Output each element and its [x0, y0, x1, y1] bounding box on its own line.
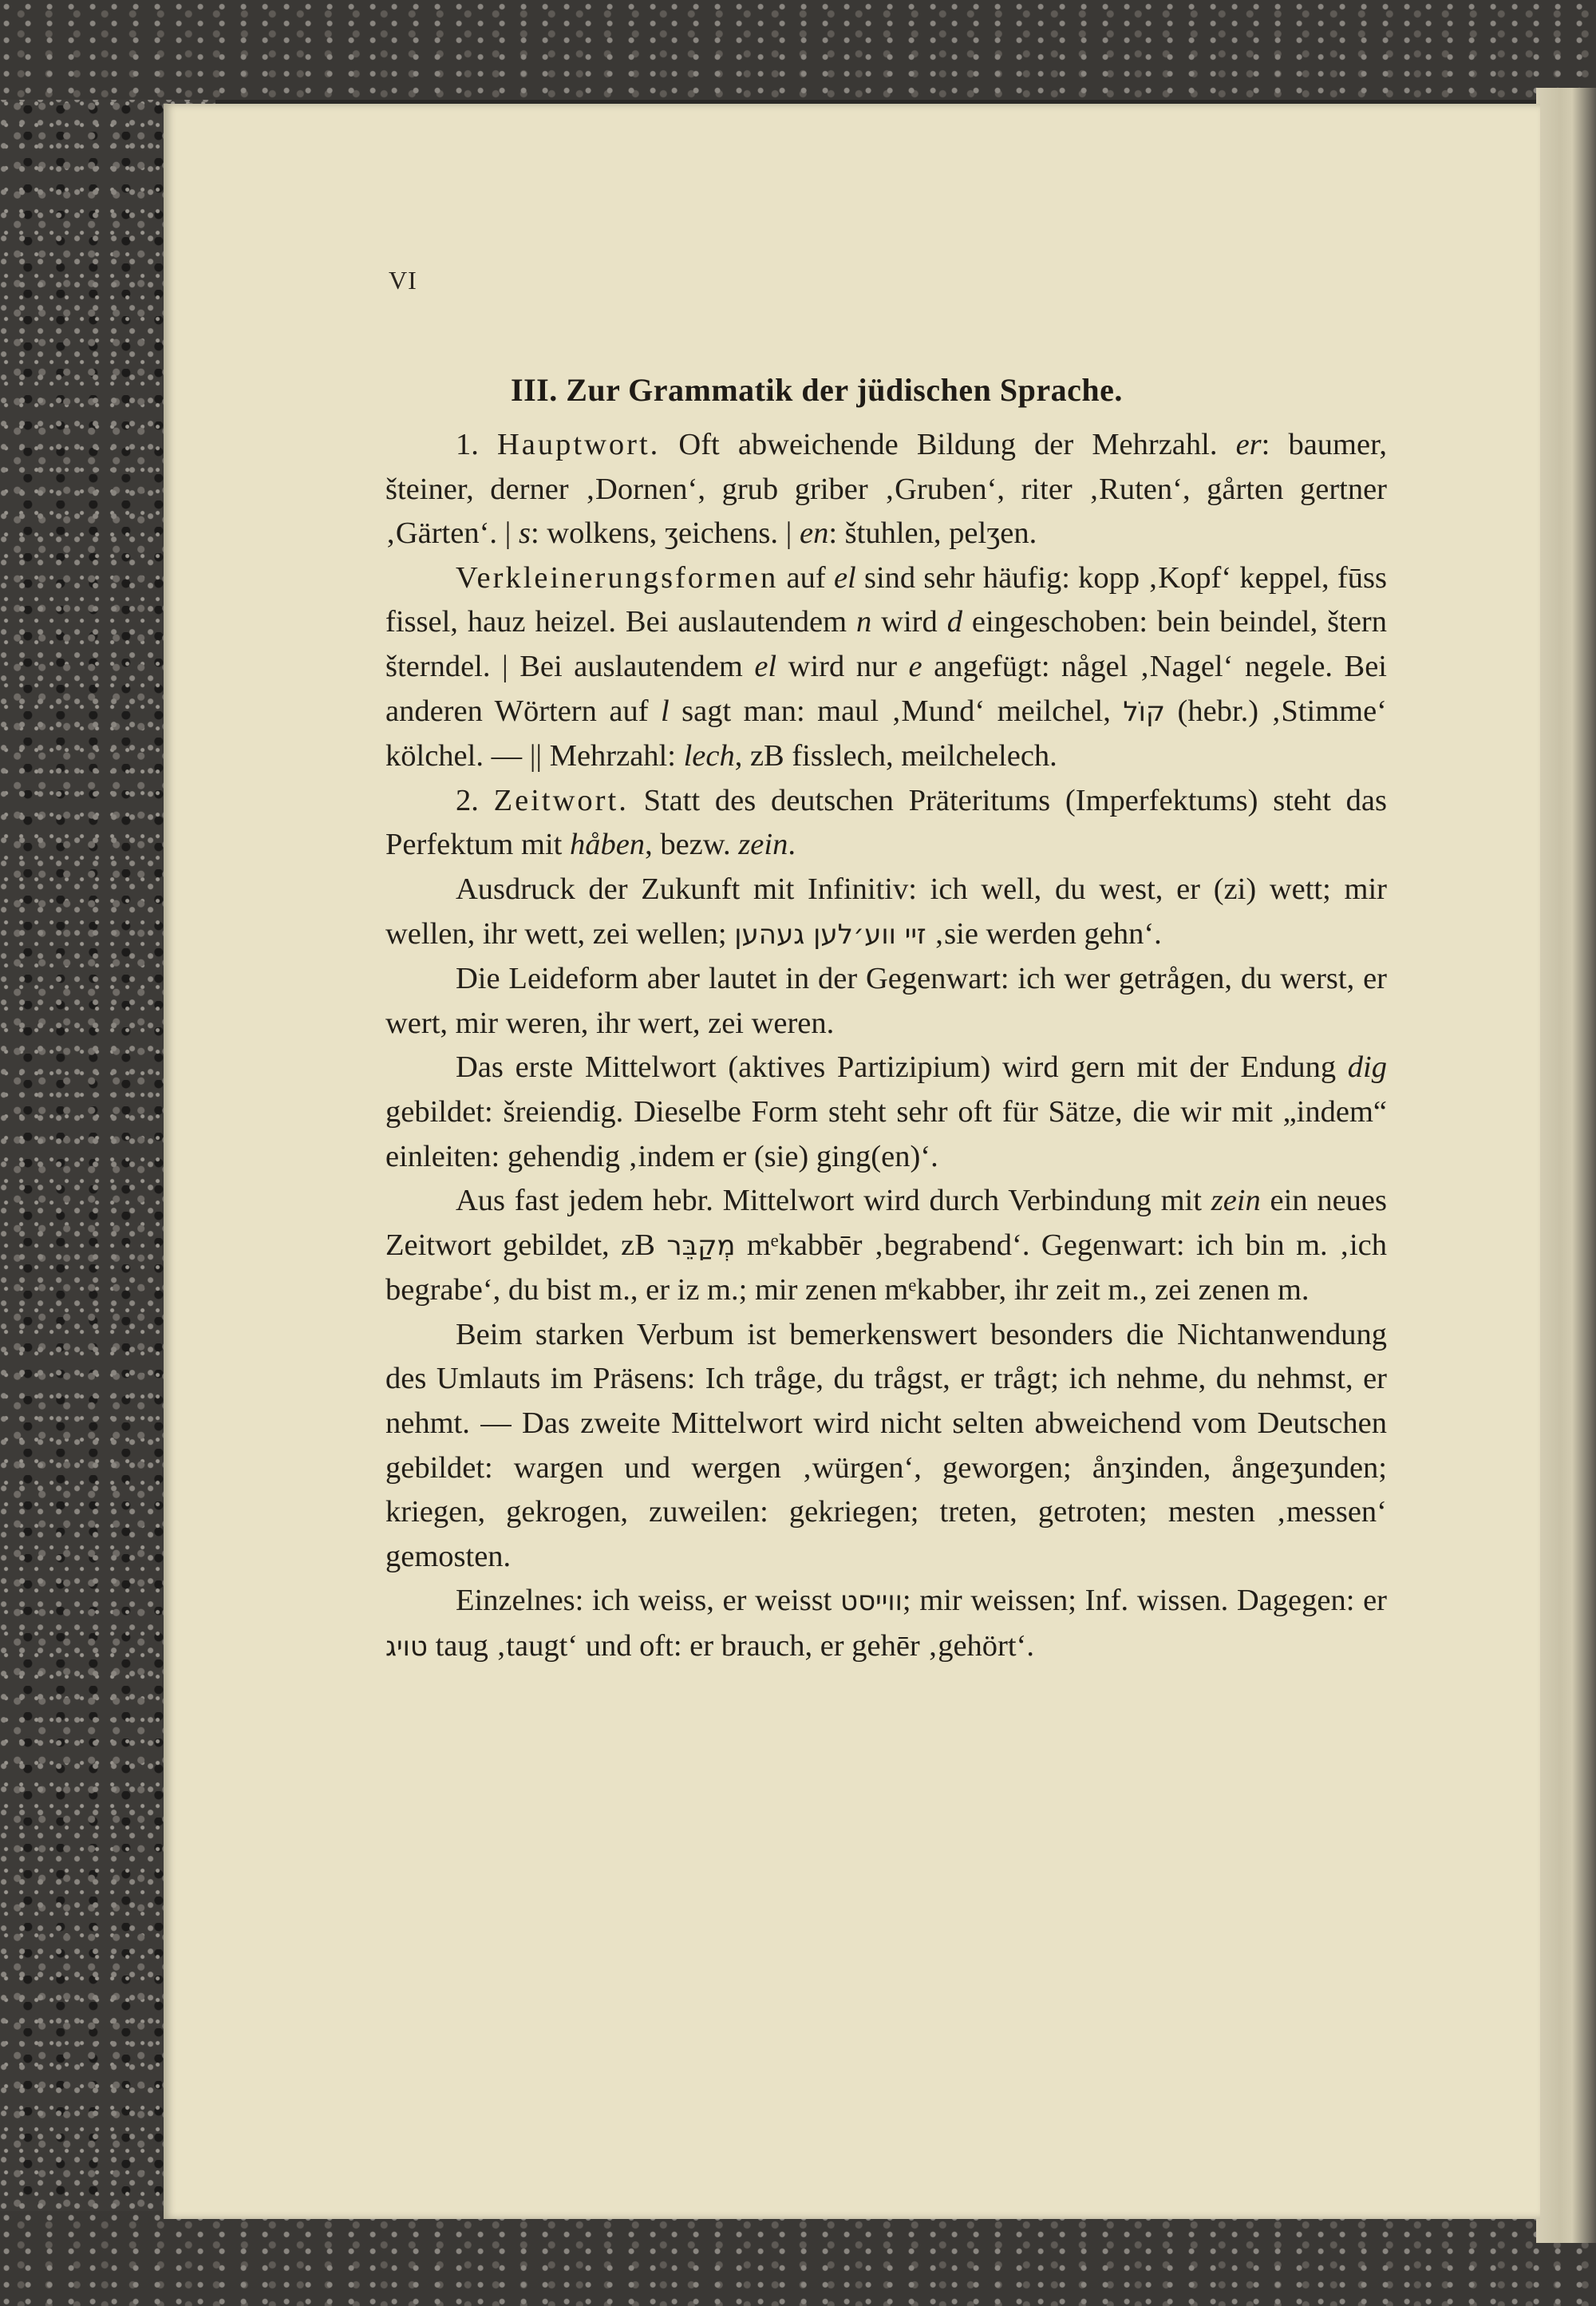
book-cover-bottom — [0, 2211, 1596, 2306]
page-number: VI — [389, 266, 417, 295]
paragraph-einzelnes: Einzelnes: ich weiss, er weisst ווייסט; mir weissen; Inf. wissen. Dagegen: er טויג taug ‚taugt‘ und oft: er brauch, er gehēr ‚gehört‘. — [385, 1584, 1387, 1663]
page-body — [385, 423, 1387, 1670]
paragraph-mittelwort: Das erste Mittelwort (aktives Partizipium) wird gern mit der Endung dig gebildet: šreiendig. Dieselbe Form steht sehr oft für Sätze, die wir mit „indem“ einleiten: gehendig ‚indem er (sie) ging(en)‘. — [385, 1050, 1387, 1173]
paragraph-hauptwort: 1. Hauptwort. Oft abweichende Bildung der Mehrzahl. er: baumer, šteiner, derner ‚Dornen‘, grub griber ‚Gruben‘, riter ‚Ruten‘, gårten gertner ‚Gärten‘. | s: wolkens, ʒeichens. | en: štuhlen, pelʒen. — [385, 428, 1387, 551]
section-title: III. Zur Grammatik der jüdischen Sprache. — [511, 372, 1123, 408]
paragraph-verkleinerung: Verkleinerungsformen auf el sind sehr häufig: kopp ‚Kopf‘ keppel, fūss fissel, hauz heizel. Bei auslautendem n wird d eingeschoben: bein beindel, štern šterndel. | Bei auslautendem el wird nur e angefügt: någel ‚Nagel‘ negele. Bei anderen Wörtern auf l sagt man: maul ‚Mund‘ meilchel, קוֹל (hebr.) ‚Stimme‘ kölchel. — || Mehrzahl: lech, zB fisslech, meilchelech. — [385, 560, 1388, 773]
book-cover-top — [0, 0, 1596, 100]
paragraph-leideform: Die Leideform aber lautet in der Gegenwart: ich wer getrågen, du werst, er wert, mir weren, ihr wert, zei weren. — [385, 962, 1387, 1040]
paragraph-zeitwort: 2. Zeitwort. Statt des deutschen Präteritums (Imperfektums) steht das Perfektum mit håben, bezw. zein. — [385, 783, 1387, 862]
page-edge-right — [1536, 88, 1596, 2243]
paragraph-zukunft: Ausdruck der Zukunft mit Infinitiv: ich well, du west, er (zi) wett; mir wellen, ihr wett, zei wellen; זיי ווע׳לען געהען ‚sie werden gehn‘. — [385, 872, 1387, 951]
paragraph-hebr-mittelwort: Aus fast jedem hebr. Mittelwort wird durch Verbindung mit zein ein neues Zeitwort gebildet, zB מְקַבֵּר mᵉkabbēr ‚begrabend‘. Gegenwart: ich bin m. ‚ich begrabe‘, du bist m., er iz m.; mir zenen mᵉkabber, ihr zeit m., zei zenen m. — [385, 1184, 1387, 1307]
paragraph-starkes-verbum: Beim starken Verbum ist bemerkenswert besonders die Nichtanwendung des Umlauts im Präsens: Ich tråge, du trågst, er trågt; ich nehme, du nehmst, er nehmt. — Das zweite Mittelwort wird nicht selten abweichend vom Deutschen gebildet: wargen und wergen ‚würgen‘, geworgen; ånʒinden, ångeʒunden; kriegen, gekrogen, zuweilen: gekriegen; treten, getroten; mesten ‚messen‘ gemosten. — [385, 1317, 1387, 1573]
